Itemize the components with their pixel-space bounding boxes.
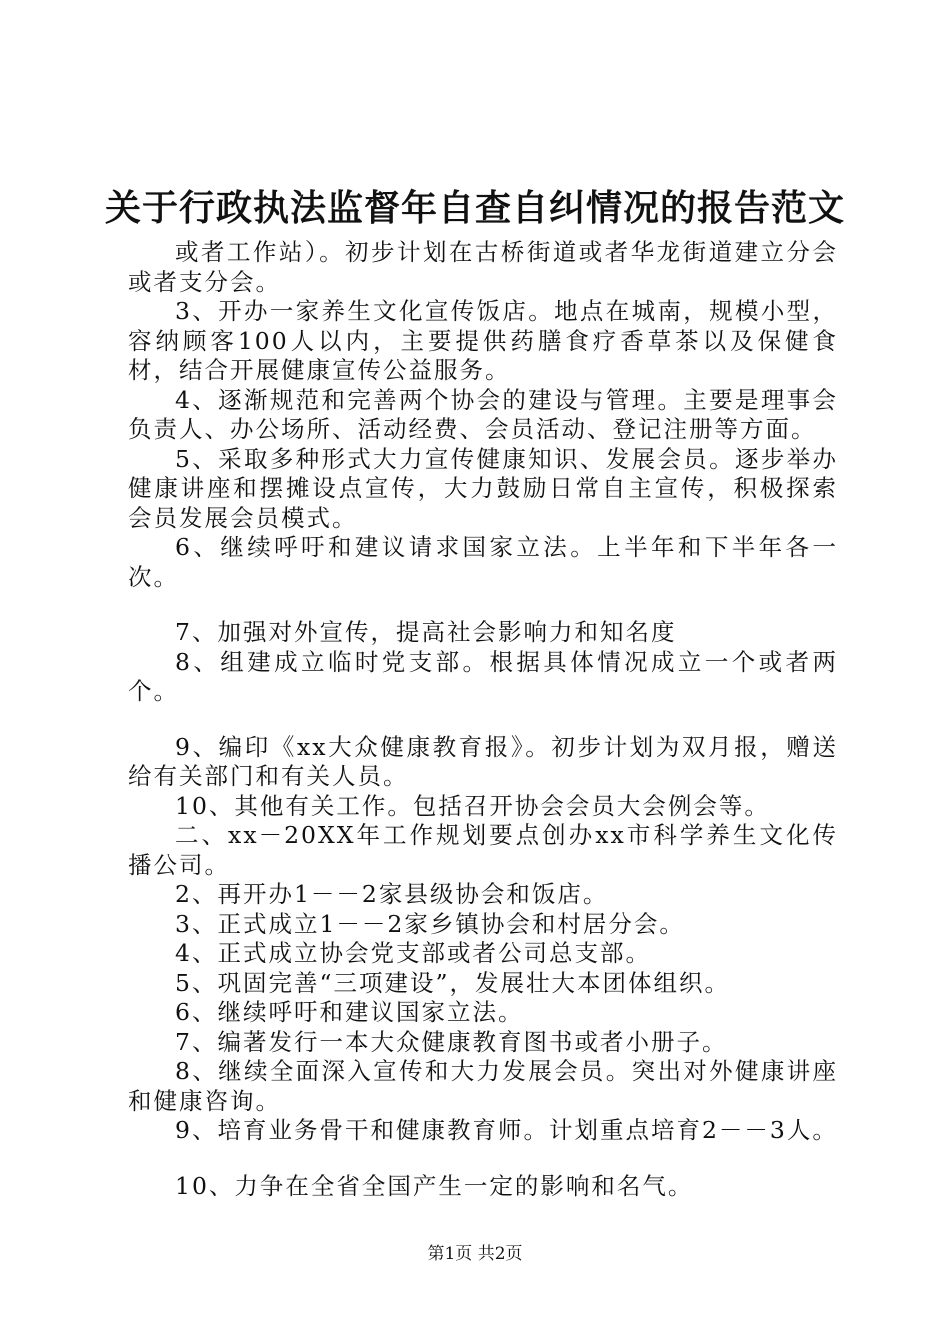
paragraph: 或者工作站）。初步计划在古桥街道或者华龙街道建立分会或者支分会。 — [128, 238, 838, 296]
paragraph: 3、正式成立1－－2家乡镇协会和村居分会。 — [175, 909, 685, 938]
paragraph: 8、组建成立临时党支部。根据具体情况成立一个或者两个。 — [128, 647, 838, 705]
paragraph: 7、加强对外宣传，提高社会影响力和知名度 — [175, 618, 677, 646]
paragraph: 5、巩固完善“三项建设”，发展壮大本团体组织。 — [175, 968, 730, 997]
paragraph: 5、采取多种形式大力宣传健康知识、发展会员。逐步举办健康讲座和摆摊设点宣传，大力鼓励日常自主宣传，积极探索会员发展会员模式。 — [128, 444, 838, 532]
paragraph: 2、再开办1－－2家县级协会和饭店。 — [175, 880, 609, 908]
paragraph: 6、继续呼吁和建议请求国家立法。上半年和下半年各一次。 — [128, 533, 838, 591]
document-body — [128, 238, 838, 1201]
paragraph: 10、其他有关工作。包括召开协会会员大会例会等。 — [175, 791, 770, 820]
paragraph: 10、力争在全省全国产生一定的影响和名气。 — [175, 1171, 694, 1200]
document-title: 关于行政执法监督年自查自纠情况的报告范文 — [104, 187, 845, 229]
paragraph: 6、继续呼吁和建议国家立法。 — [175, 998, 524, 1026]
paragraph: 二、xx－20XX年工作规划要点创办xx市科学养生文化传播公司。 — [128, 821, 838, 879]
paragraph: 4、逐渐规范和完善两个协会的建设与管理。主要是理事会负责人、办公场所、活动经费、会员活动、登记注册等方面。 — [128, 385, 838, 443]
paragraph: 8、继续全面深入宣传和大力发展会员。突出对外健康讲座和健康咨询。 — [128, 1057, 838, 1115]
paragraph: 3、开办一家养生文化宣传饭店。地点在城南，规模小型，容纳顾客100人以内，主要提供药膳食疗香草茶以及保健食材，结合开展健康宣传公益服务。 — [128, 297, 838, 384]
paragraph: 4、正式成立协会党支部或者公司总支部。 — [175, 939, 651, 967]
paragraph: 9、培育业务骨干和健康教育师。计划重点培育2－－3人。 — [175, 1116, 838, 1144]
paragraph: 9、编印《xx大众健康教育报》。初步计划为双月报，赠送给有关部门和有关人员。 — [128, 732, 838, 790]
paragraph: 7、编著发行一本大众健康教育图书或者小册子。 — [175, 1027, 728, 1056]
page-footer: 第1页 共2页 — [427, 1244, 523, 1264]
